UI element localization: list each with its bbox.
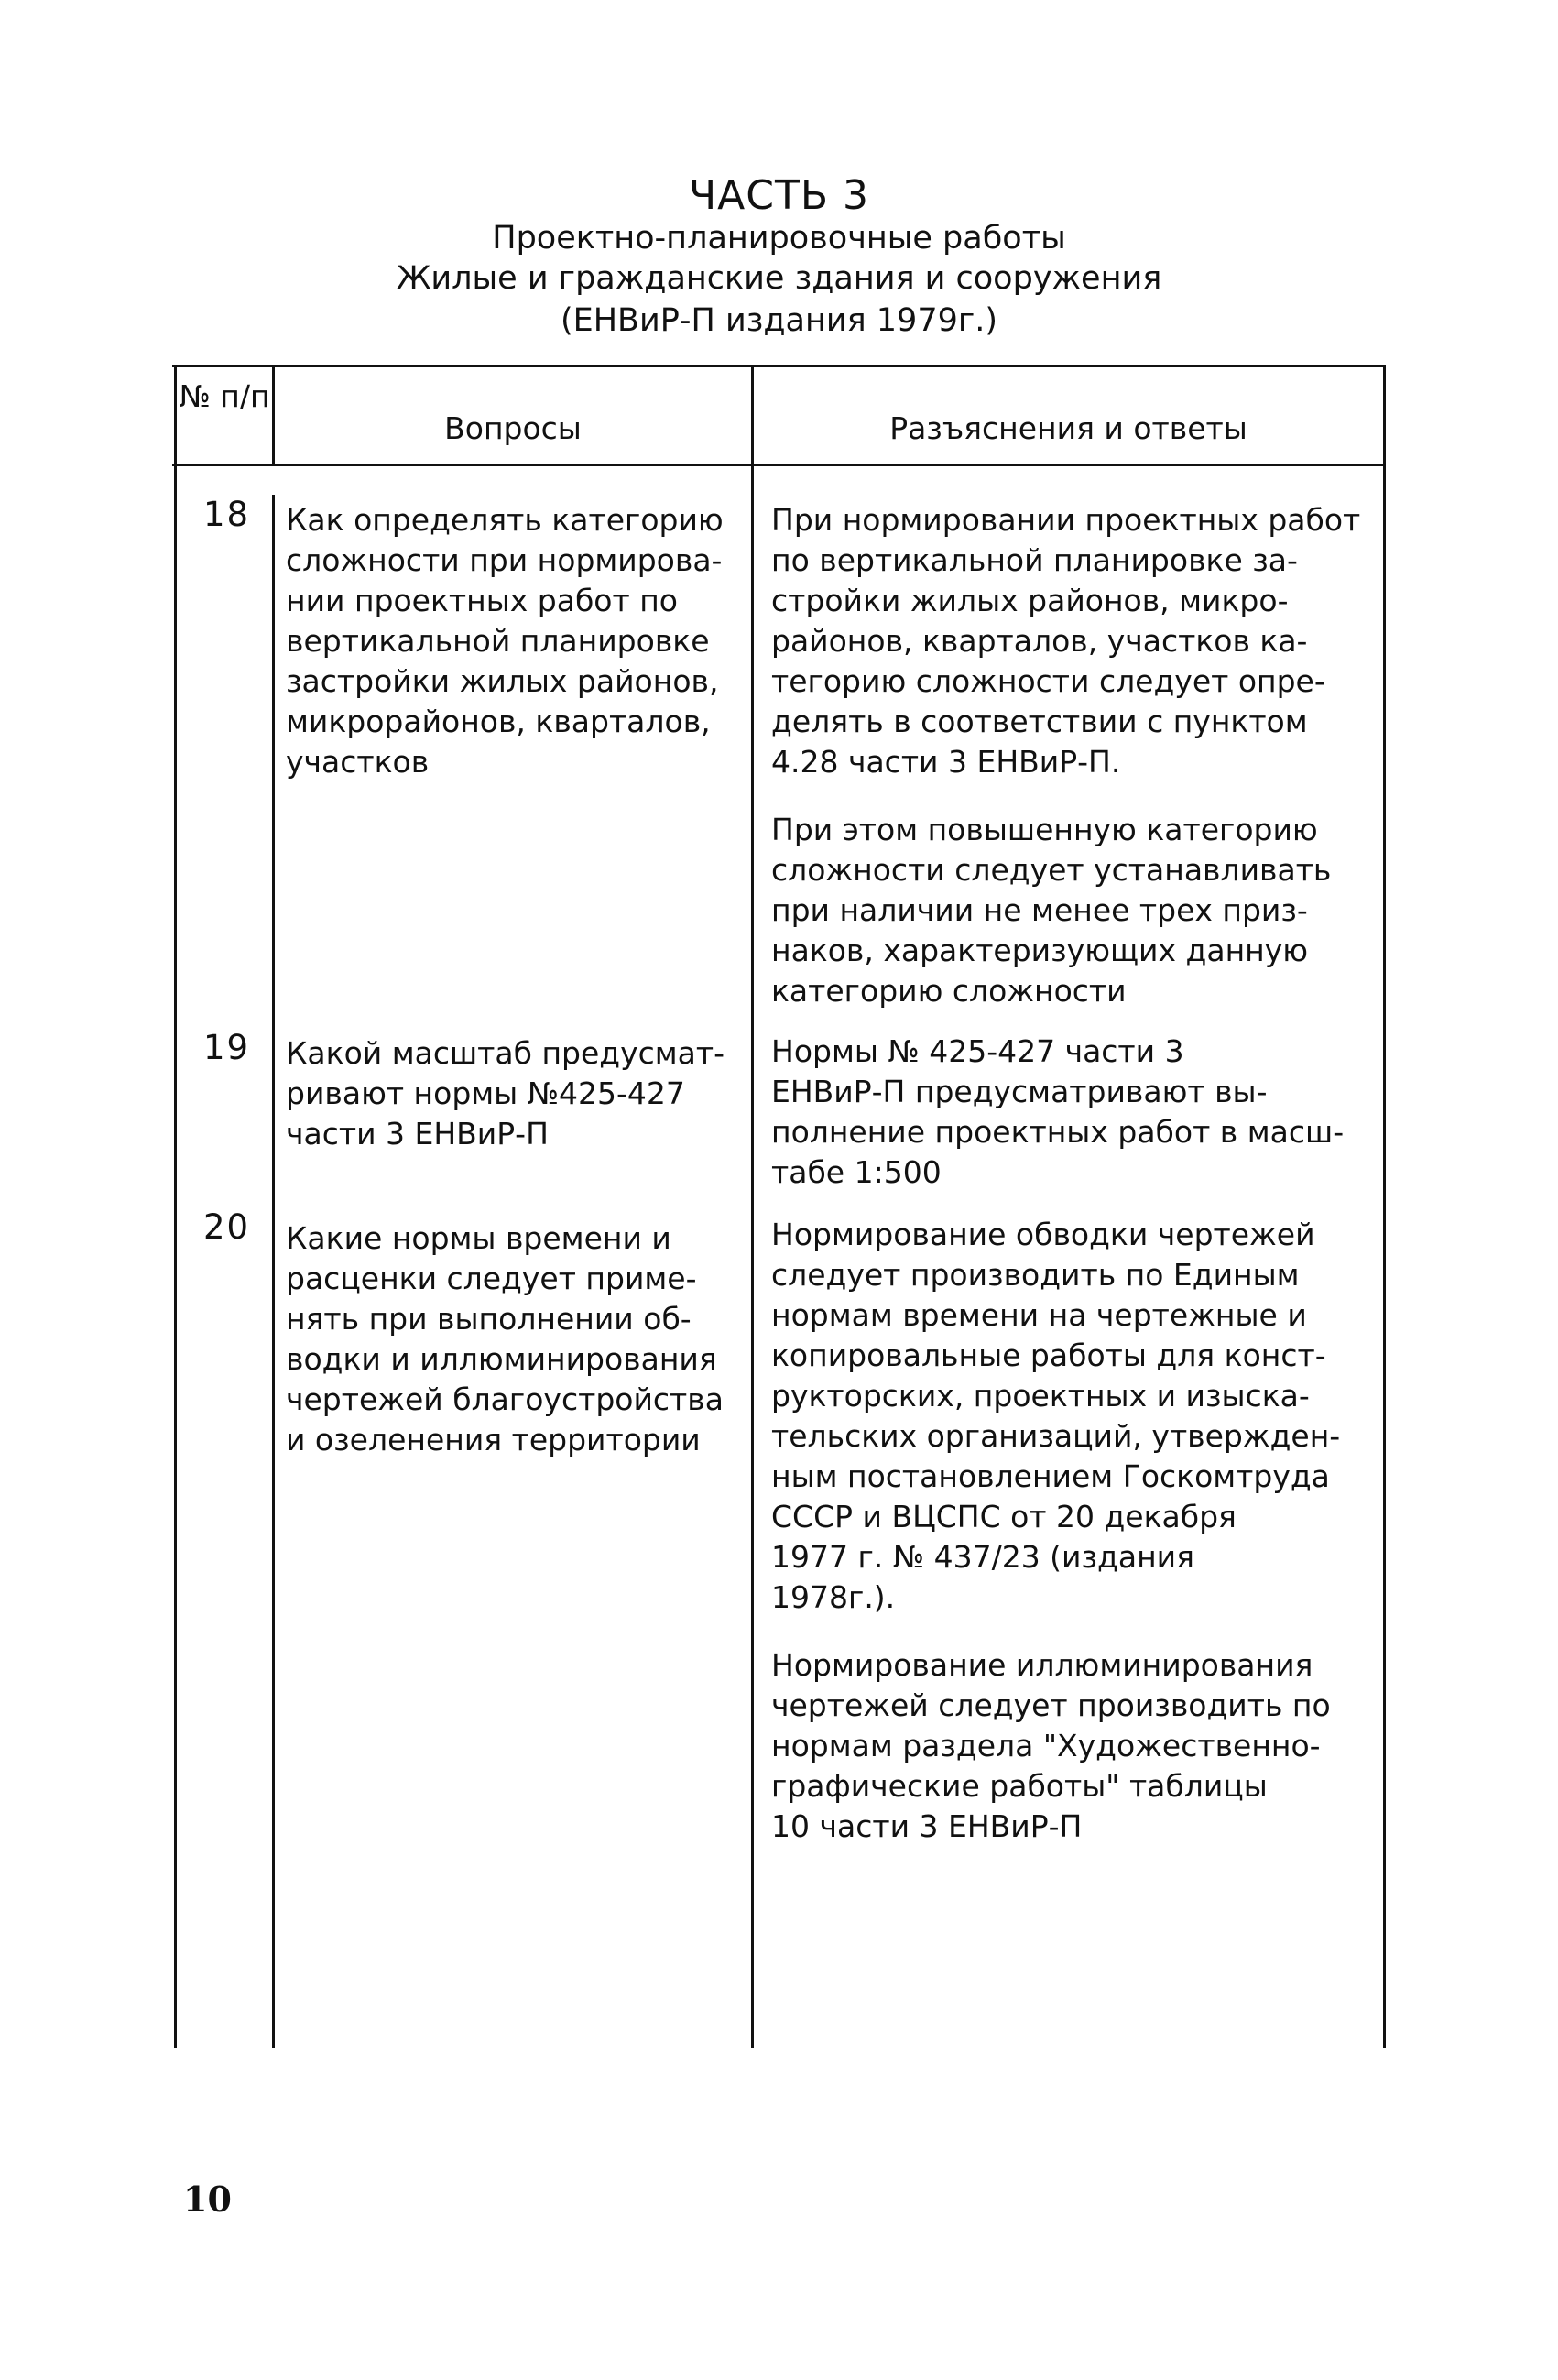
table-top-border (172, 365, 1386, 367)
question-line: и озеленения территории (286, 1422, 701, 1457)
answer-line: копировальные работы для конст- (771, 1337, 1326, 1373)
answer-line: стройки жилых районов, микро- (771, 583, 1289, 618)
page-number: 10 (183, 2178, 232, 2220)
row-number: 20 (203, 1207, 251, 1247)
answer-line: 1978г.). (771, 1579, 896, 1615)
question-line: микрорайонов, кварталов, (286, 704, 711, 739)
answer-line: тегорию сложности следует опре- (771, 663, 1325, 699)
question-line: расценки следует приме- (286, 1261, 697, 1296)
question-line: чертежей благоустройства (286, 1381, 724, 1417)
answer (771, 1032, 1344, 1193)
question (286, 1033, 725, 1154)
answer-paragraph (771, 1032, 1344, 1193)
answer-paragraph (771, 810, 1360, 1011)
question-line: Какие нормы времени и (286, 1220, 671, 1256)
answer-paragraph (771, 500, 1360, 782)
answer-line: 10 части 3 ЕНВиР-П (771, 1808, 1083, 1844)
paragraph-gap (771, 1618, 1340, 1645)
question-line: Какой масштаб предусмат- (286, 1035, 725, 1071)
answer-line: нормам раздела "Художественно- (771, 1728, 1321, 1763)
answer-line: по вертикальной планировке за- (771, 542, 1298, 578)
answer-line: нормам времени на чертежные и (771, 1297, 1307, 1333)
question-line: ривают нормы №425-427 (286, 1075, 685, 1111)
table-header-divider (172, 464, 1386, 466)
column-divider-2 (751, 365, 754, 2048)
answer-line: 4.28 части 3 ЕНВиР-П. (771, 744, 1121, 780)
column-divider-1-body (272, 495, 275, 2048)
table-right-border (1383, 365, 1386, 2048)
answer-line: при наличии не менее трех приз- (771, 892, 1308, 928)
answer-line: табе 1:500 (771, 1154, 942, 1190)
answer-line: наков, характеризующих данную (771, 933, 1309, 968)
answer-line: полнение проектных работ в масш- (771, 1114, 1345, 1150)
question-line: вертикальной планировке (286, 623, 710, 659)
answer-line: ным постановлением Госкомтруда (771, 1458, 1330, 1494)
question-line: Как определять категорию (286, 502, 724, 538)
question (286, 500, 724, 782)
paragraph-gap (771, 782, 1360, 810)
question-line: нять при выполнении об- (286, 1301, 692, 1337)
answer-paragraph (771, 1645, 1340, 1847)
answer-line: При нормировании проектных работ (771, 502, 1361, 538)
row-number: 18 (203, 495, 251, 534)
answer-line: Нормирование обводки чертежей (771, 1217, 1315, 1252)
answer-paragraph (771, 1215, 1340, 1618)
answer-line: графические работы" таблицы (771, 1768, 1268, 1804)
header-num (177, 376, 272, 418)
answer-line: чертежей следует производить по (771, 1687, 1331, 1723)
section-subtitle: Проектно-планировочные работы (492, 220, 1066, 257)
question-line: сложности при нормирова- (286, 542, 723, 578)
answer-line: рукторских, проектных и изыска- (771, 1378, 1310, 1414)
header-num-symbol: № (179, 378, 211, 414)
answer-line: сложности следует устанавливать (771, 852, 1332, 888)
answer-line: тельских организаций, утвержден- (771, 1418, 1341, 1454)
header-answers: Разъяснения и ответы (889, 410, 1247, 446)
header-num-abbr: п/п (220, 378, 270, 414)
question (286, 1218, 724, 1460)
question-line: водки и иллюминирования (286, 1341, 717, 1377)
answer-line: категорию сложности (771, 973, 1127, 1009)
question-line: участков (286, 744, 430, 780)
answer-line: районов, кварталов, участков ка- (771, 623, 1308, 659)
answer-line: Нормирование иллюминирования (771, 1647, 1313, 1683)
answer-line: 1977 г. № 437/23 (издания (771, 1539, 1194, 1575)
table-left-border (174, 365, 177, 2048)
answer (771, 1215, 1340, 1847)
edition-note: (ЕНВиР-П издания 1979г.) (560, 302, 998, 339)
answer-line: ЕНВиР-П предусматривают вы- (771, 1074, 1268, 1109)
question-line: части 3 ЕНВиР-П (286, 1116, 549, 1152)
question-line: нии проектных работ по (286, 583, 678, 618)
answer-line: Нормы № 425-427 части 3 (771, 1033, 1184, 1069)
category-title: Жилые и гражданские здания и сооружения (396, 260, 1162, 297)
header-questions: Вопросы (444, 410, 582, 446)
answer-line: следует производить по Единым (771, 1257, 1300, 1293)
row-number: 19 (203, 1028, 251, 1067)
answer-line: СССР и ВЦСПС от 20 декабря (771, 1499, 1237, 1534)
answer (771, 500, 1360, 1011)
answer-line: При этом повышенную категорию (771, 812, 1318, 847)
part-title: ЧАСТЬ 3 (688, 172, 870, 219)
question-line: застройки жилых районов, (286, 663, 719, 699)
answer-line: делять в соответствии с пунктом (771, 704, 1308, 739)
